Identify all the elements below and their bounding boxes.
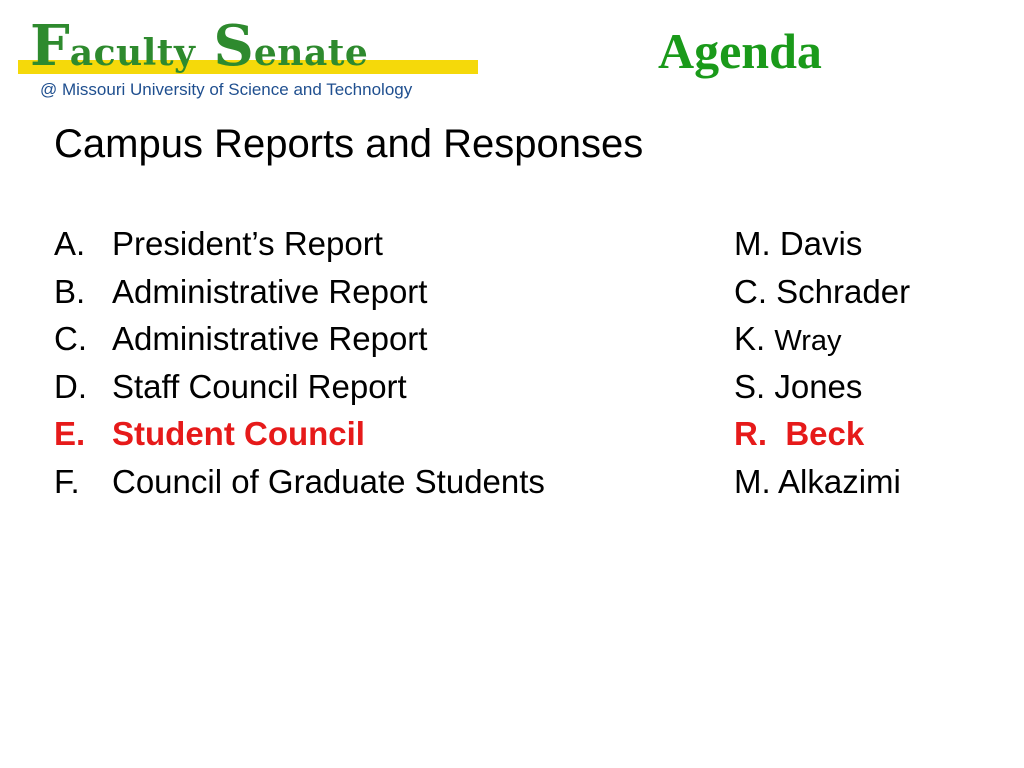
agenda-item-presenter: M. Davis	[734, 225, 863, 262]
logo-initial-s: S	[213, 13, 254, 79]
agenda-item-staff-council-report	[54, 365, 974, 413]
presenter-surname: Wray	[774, 325, 842, 357]
logo-rest-senate: enate	[253, 32, 369, 74]
page-title: Agenda	[658, 23, 822, 79]
agenda-item-label: Administrative Report	[112, 320, 428, 357]
faculty-senate-logo	[18, 13, 480, 104]
agenda-item-presenter: M. Alkazimi	[734, 462, 901, 500]
agenda-item-letter: C.	[54, 320, 87, 357]
agenda-item-student-council	[54, 412, 974, 460]
agenda-item-administrative-report-2	[54, 317, 974, 365]
agenda-item-label: Council of Graduate Students	[112, 462, 545, 500]
agenda-item-label: President’s Report	[112, 225, 383, 262]
agenda-item-letter: D.	[54, 367, 87, 405]
logo-initial-f: F	[30, 13, 70, 79]
logo-word-faculty	[30, 13, 196, 79]
agenda-item-administrative-report-1	[54, 270, 974, 318]
agenda-item-letter: B.	[54, 272, 86, 310]
agenda-item-letter: F.	[54, 462, 80, 500]
logo-subtitle: @ Missouri University of Science and Technology	[40, 80, 413, 99]
agenda-item-presenter: R. Beck	[734, 415, 865, 452]
presenter-initial: K.	[734, 320, 766, 357]
agenda-item-label: Staff Council Report	[112, 367, 407, 405]
agenda-list	[54, 222, 974, 507]
agenda-item-letter: E.	[54, 415, 86, 452]
agenda-item-letter: A.	[54, 225, 86, 262]
agenda-item-council-of-graduate-students	[54, 460, 974, 508]
agenda-item-presenter: S. Jones	[734, 367, 863, 405]
logo-word-senate	[213, 13, 369, 79]
logo-rest-faculty: aculty	[69, 32, 196, 74]
agenda-item-label: Student Council	[112, 415, 365, 452]
section-heading: Campus Reports and Responses	[54, 122, 644, 166]
agenda-item-presenter: C. Schrader	[734, 272, 911, 310]
agenda-item-presenter	[734, 317, 842, 363]
agenda-item-presidents-report	[54, 222, 974, 270]
logo-wordmark	[30, 13, 369, 79]
agenda-item-label: Administrative Report	[112, 272, 428, 310]
